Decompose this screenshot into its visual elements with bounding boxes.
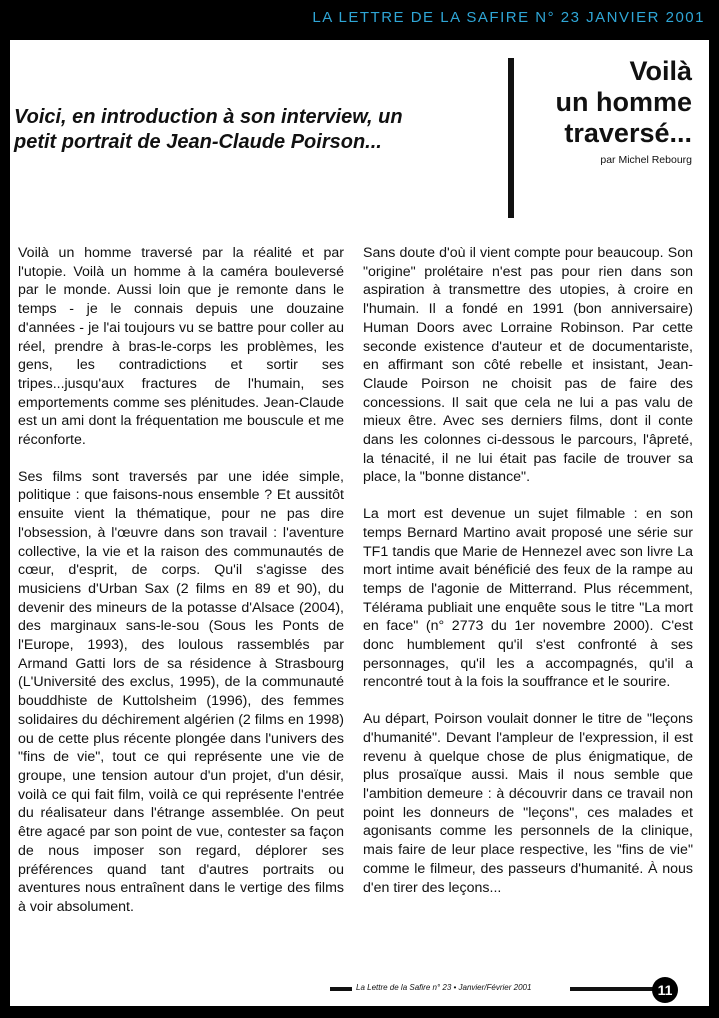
page-number: 11: [652, 977, 678, 1003]
footer-rule-left: [330, 987, 352, 991]
page-footer: [10, 976, 709, 1006]
footer-rule-right: [570, 987, 658, 991]
title-line: traversé...: [564, 118, 692, 148]
paragraph: Ses films sont traversés par une idée simple, politique : que faisons-nous ensemble ? Et aussitôt ensuite vient la thématique, pour ne pas dire l'obsession, à l'œuvre dans son travail : l'aventure collective, la vie et la raison des communautés de cœur, d'esprit, de corps. Qu'il s'agisse des musiciens d'Urban Sax (2 films en 89 et 90), du devenir des mineurs de la potasse d'Alsace (2004), des marginaux sans-le-sou (Sous les Ponts de l'Europe, 1993), des loulous rassemblés par Armand Gatti lors de sa résidence à Strasbourg (L'Université des exclus, 1995), de la communauté bouddhiste de Kuttolsheim (1996), des femmes solidaires du déchirement algérien (2 films en 1998) ou de cette plus récente plongée dans l'univers des "fins de vie", tout ce qui représente une vie de groupe, une tension autour d'un projet, d'un désir, voilà ce qui fait film, voilà ce qui représente l'entrée du réalisateur dans l'étrange assemblée. On peut être agacé par son point de vue, contester sa façon de nous imposer son regard, déplorer ses préférences quand tant d'autres portraits ou aventures nous entraînent dans le vertige des films à voir absolument.: [18, 468, 344, 915]
title-line: Voilà: [629, 56, 692, 86]
article-intro: Voici, en introduction à son interview, un petit portrait de Jean-Claude Poirson...: [14, 106, 403, 153]
left-column: [18, 244, 344, 935]
header-band: [0, 0, 719, 40]
running-title: LA LETTRE DE LA SAFIRE N° 23 JANVIER 2001: [312, 9, 705, 26]
article-title: [555, 56, 692, 149]
title-line: un homme: [555, 87, 692, 117]
paragraph: Au départ, Poirson voulait donner le titre de "leçons d'humanité". Devant l'ampleur de l'expression, il est revenu à quelque chose de plus énigmatique, de plus prosaïque aussi. Mais il nous semble que l'ambition demeure : à découvrir dans ce travail non point les donneurs de "leçons", ces malades et agonisants comme les personnels de la clinique, mais faire de leur place respective, les "fins de vie" comme le filmeur, des passeurs d'humanité. À nous d'en tirer des leçons...: [363, 711, 693, 896]
right-column: [363, 244, 693, 915]
article-byline: par Michel Rebourg: [600, 154, 692, 166]
footer-text: La Lettre de la Safire n° 23 • Janvier/Février 2001: [356, 983, 532, 992]
paragraph: La mort est devenue un sujet filmable : en son temps Bernard Martino avait proposé une série sur TF1 tandis que Marie de Hennezel avec son livre La mort intime avait bénéficié des feux de la rampe au temps de l'agonie de Mitterrand. Plus récemment, Télérama publiait une enquête sous le titre "La mort en face" (n° 2773 du 1er novembre 2000). C'est donc humblement qu'il s'est confronté à ses personnages, qu'il les a accompagnés, qu'il a rencontré tout à la fois la souffrance et le sourire.: [363, 506, 693, 691]
paragraph: Voilà un homme traversé par la réalité et par l'utopie. Voilà un homme à la caméra bouleversé par le monde. Aussi loin que je remonte dans le temps - je le connais depuis une douzaine d'années - je l'ai toujours vu se battre pour coller au réel, prendre à bras-le-corps les problèmes, les gens, les contradictions et sortir ses tripes...jusqu'aux fractures de l'humain, ses emportements comme ses plénitudes. Jean-Claude est un ami dont la fréquentation me bouscule et me réconforte.: [18, 245, 344, 449]
paragraph: Sans doute d'où il vient compte pour beaucoup. Son "origine" prolétaire n'est pas pour rien dans son aspiration à transmettre des utopies, à croire en l'humain. Il a fondé en 1991 (bon anniversaire) Human Doors avec Lorraine Robinson. Par cette seconde existence d'auteur et de documentariste, en affirmant son côté rebelle et insistant, Jean-Claude Poirson ne choisit pas de faire des concessions. Il sait que cela ne lui a pas valu de mieux être. Avec ses derniers films, dont il conte dans les colonnes ci-dessous le parcours, l'âpreté, la ténacité, il ne lui était pas facile de trouver sa place, la "bonne distance".: [363, 245, 693, 486]
article-page: [10, 40, 709, 1006]
title-rule: [508, 58, 514, 218]
